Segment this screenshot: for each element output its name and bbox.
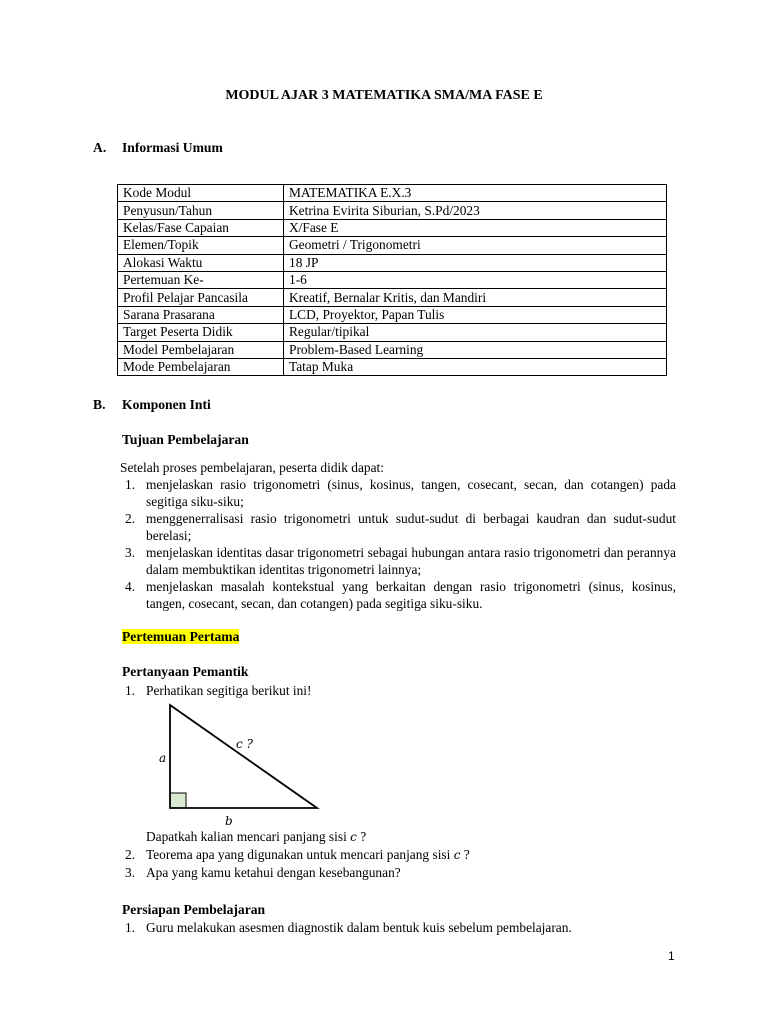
table-cell-value: LCD, Proyektor, Papan Tulis xyxy=(284,306,667,323)
persiapan-heading: Persiapan Pembelajaran xyxy=(122,902,266,917)
triangle-shape xyxy=(170,705,317,808)
table-cell-key: Kode Modul xyxy=(118,185,284,202)
table-cell-value: X/Fase E xyxy=(284,219,667,236)
variable-c: c xyxy=(453,848,461,862)
table-row xyxy=(118,185,667,202)
table-cell-value: MATEMATIKA E.X.3 xyxy=(284,185,667,202)
section-b-heading xyxy=(93,396,493,413)
info-table xyxy=(117,184,667,376)
section-a-label: Informasi Umum xyxy=(122,140,223,155)
list-item: 1. menjelaskan rasio trigonometri (sinus, kosinus, tangen, cosecant, secan, dan cotangen) pada segitiga siku-siku; xyxy=(125,477,676,509)
list-item: 4. menjelaskan masalah kontekstual yang berkaitan dengan rasio trigonometri (sinus, kosinus, tangen, cosecant, secan, dan cotangen) pada segitiga siku-siku. xyxy=(125,579,676,611)
table-row xyxy=(118,254,667,271)
section-b-label: Komponen Inti xyxy=(122,397,211,412)
list-item: 2. menggenerralisasi rasio trigonometri untuk sudut-sudut di berbagai kaudran dan sudut-sudut berelasi; xyxy=(125,511,676,543)
list-item: 3. menjelaskan identitas dasar trigonometri sebagai hubungan antara rasio trigonometri dan perannya dalam membuktikan identitas trigonometri lainnya; xyxy=(125,545,676,577)
table-row xyxy=(118,237,667,254)
tujuan-list xyxy=(120,476,676,612)
table-cell-key: Kelas/Fase Capaian xyxy=(118,219,284,236)
right-triangle-figure xyxy=(150,697,340,827)
side-b-label: b xyxy=(225,814,233,827)
table-cell-value: 1-6 xyxy=(284,271,667,288)
table-cell-key: Target Peserta Didik xyxy=(118,324,284,341)
section-a-heading xyxy=(93,139,493,156)
table-cell-key: Alokasi Waktu xyxy=(118,254,284,271)
highlighted-heading: Pertemuan Pertama xyxy=(122,629,240,644)
tujuan-heading: Tujuan Pembelajaran xyxy=(122,432,249,447)
document-title: MODUL AJAR 3 MATEMATIKA SMA/MA FASE E xyxy=(225,88,543,103)
right-angle-marker xyxy=(170,793,186,808)
variable-c: c xyxy=(350,830,357,844)
table-row xyxy=(118,324,667,341)
table-row xyxy=(118,219,667,236)
table-cell-value: Kreatif, Bernalar Kritis, dan Mandiri xyxy=(284,289,667,306)
side-c-label: c ? xyxy=(236,737,253,751)
pemantik-item-1-followup: Dapatkah kalian mencari panjang sisi c ? xyxy=(146,829,367,844)
tujuan-intro: Setelah proses pembelajaran, peserta didik dapat: xyxy=(120,460,384,475)
table-cell-key: Penyusun/Tahun xyxy=(118,202,284,219)
table-cell-key: Model Pembelajaran xyxy=(118,341,284,358)
table-row xyxy=(118,271,667,288)
table-cell-key: Pertemuan Ke- xyxy=(118,271,284,288)
pemantik-heading: Pertanyaan Pemantik xyxy=(122,664,249,679)
table-cell-key: Sarana Prasarana xyxy=(118,306,284,323)
side-a-label: a xyxy=(159,751,167,765)
table-cell-value: Regular/tipikal xyxy=(284,324,667,341)
table-row xyxy=(118,341,667,358)
table-row xyxy=(118,202,667,219)
pertemuan-pertama-heading xyxy=(122,628,239,645)
table-cell-value: Tatap Muka xyxy=(284,358,667,375)
section-a-letter: A. xyxy=(93,140,107,155)
table-row xyxy=(118,358,667,375)
table-cell-value: Problem-Based Learning xyxy=(284,341,667,358)
table-row xyxy=(118,306,667,323)
table-cell-key: Mode Pembelajaran xyxy=(118,358,284,375)
table-cell-value: 18 JP xyxy=(284,254,667,271)
table-row xyxy=(118,289,667,306)
section-b-letter: B. xyxy=(93,397,106,412)
table-cell-value: Geometri / Trigonometri xyxy=(284,237,667,254)
table-cell-key: Profil Pelajar Pancasila xyxy=(118,289,284,306)
table-cell-value: Ketrina Evirita Siburian, S.Pd/2023 xyxy=(284,202,667,219)
page-number: 1 xyxy=(668,949,675,963)
table-cell-key: Elemen/Topik xyxy=(118,237,284,254)
